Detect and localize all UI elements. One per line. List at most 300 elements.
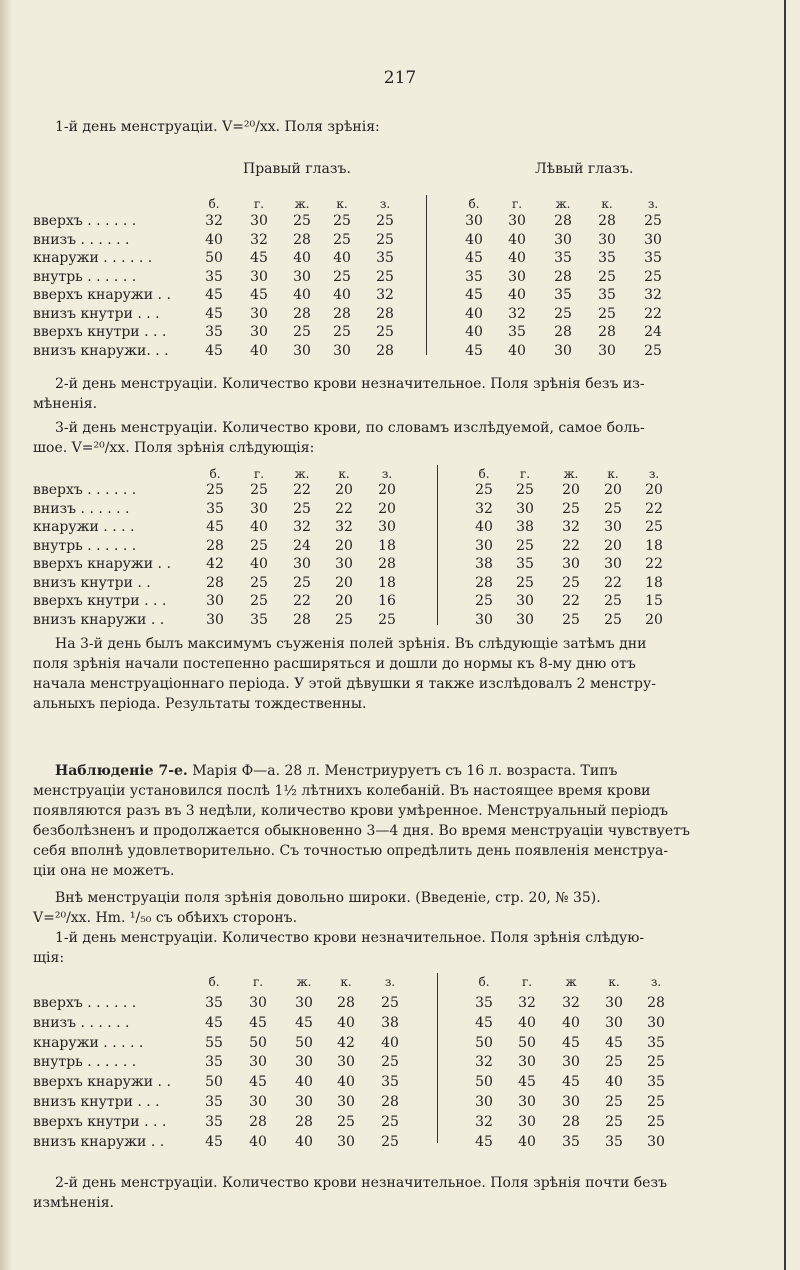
right-eye-value: 30	[293, 342, 311, 359]
conclusion-line4: альныхъ періода. Результаты тождественны.	[33, 696, 367, 712]
left-eye-value: 22	[562, 593, 580, 609]
left-eye-value: 30	[518, 1094, 536, 1110]
left-eye-value: 30	[518, 1113, 536, 1130]
right-eye-value: 45	[250, 250, 268, 266]
right-eye-value: 45	[205, 1133, 223, 1150]
right-eye-value: 30	[250, 324, 268, 340]
left-eye-value: 22	[604, 574, 622, 591]
row-label: вверхъ кнаружи . .	[33, 1074, 171, 1091]
row-label: вверхъ кнаружи . .	[33, 287, 171, 303]
right-eye-value: 25	[250, 593, 268, 609]
left-eye-value: 45	[475, 1014, 493, 1031]
right-eye-value: 35	[205, 268, 223, 285]
left-eye-value: 25	[604, 593, 622, 609]
right-eye-value: 40	[337, 1074, 355, 1091]
left-eye-value: 30	[562, 1054, 580, 1071]
right-eye-value: 25	[335, 611, 353, 628]
right-eye-value: 30	[295, 1094, 313, 1110]
left-eye-value: 35	[554, 250, 572, 266]
right-eye-value: 35	[381, 1074, 399, 1091]
outside-menses-line1: Внѣ менструаціи поля зрѣнія довольно широки. (Введеніе, стр. 20, № 35).	[55, 890, 601, 906]
right-eye-value: 40	[249, 1133, 267, 1150]
left-eye-value: 25	[598, 305, 616, 322]
right-eye-value: 30	[337, 1054, 355, 1071]
left-eye-value: 45	[475, 1133, 493, 1150]
row-label: внизъ кнутри . .	[33, 574, 151, 591]
left-eye-value: 30	[516, 611, 534, 628]
right-eye-column-header: г.	[252, 975, 264, 989]
left-eye-value: 25	[647, 1094, 665, 1110]
row-label: вверхъ . . . . . .	[33, 482, 137, 498]
left-eye-value: 30	[475, 611, 493, 628]
right-eye-value: 35	[205, 324, 223, 340]
outside-menses-line2: V=²⁰/xx. Hm. ¹/₅₀ съ обѣихъ сторонъ.	[33, 910, 298, 926]
row-label: кнаружи . . . . .	[33, 1034, 144, 1051]
left-eye-value: 32	[644, 287, 662, 303]
left-eye-value: 30	[562, 556, 580, 572]
right-eye-value: 55	[205, 1034, 223, 1051]
right-eye-value: 25	[376, 213, 394, 229]
left-eye-value: 45	[518, 1074, 536, 1091]
day2-obs-line2: измѣненія.	[33, 1195, 115, 1211]
right-eye-value: 28	[293, 611, 311, 628]
right-eye-value: 30	[206, 593, 224, 609]
left-eye-column-header: г.	[519, 467, 531, 481]
right-eye-value: 45	[249, 1014, 267, 1031]
right-eye-value: 28	[381, 1094, 399, 1110]
right-eye-value: 40	[250, 519, 268, 535]
right-eye-value: 35	[205, 1113, 223, 1130]
left-eye-value: 20	[645, 611, 663, 628]
right-eye-column-header: з.	[384, 975, 396, 989]
observation-line2: появляются разъ въ 3 недѣли, количество крови умѣренное. Менструальный періодъ	[33, 803, 669, 819]
row-label: вверхъ . . . . . .	[33, 213, 137, 229]
right-eye-value: 22	[293, 482, 311, 498]
right-eye-value: 20	[335, 574, 353, 591]
left-eye-value: 30	[516, 593, 534, 609]
row-label: внизъ кнутри . . .	[33, 305, 160, 322]
left-eye-value: 40	[465, 231, 483, 248]
left-eye-column-header: к.	[607, 467, 619, 481]
day2-paragraph-line1: 2-й день менструаціи. Количество крови незначительное. Поля зрѣнія безъ из-	[55, 376, 645, 392]
left-eye-column-header: б.	[478, 467, 490, 481]
right-eye-value: 45	[205, 1014, 223, 1031]
right-eye-value: 45	[295, 1014, 313, 1031]
observation-line5: ціи она не можетъ.	[33, 863, 175, 879]
left-eye-value: 28	[554, 213, 572, 229]
left-eye-value: 22	[644, 305, 662, 322]
left-eye-value: 35	[647, 1074, 665, 1091]
right-eye-value: 40	[293, 287, 311, 303]
right-eye-value: 25	[378, 611, 396, 628]
left-eye-value: 25	[644, 342, 662, 359]
right-eye-value: 25	[376, 231, 394, 248]
right-eye-value: 28	[293, 231, 311, 248]
right-eye-column-header: б.	[209, 467, 221, 481]
observation-line4: себя вполнѣ удовлетворительно. Съ точностью опредѣлить день появленія менструа-	[33, 843, 669, 859]
right-eye-value: 30	[378, 519, 396, 535]
observation-line3: безболѣзненъ и продолжается обыкновенно 3—4 дня. Во время менструаціи чувствуетъ	[33, 823, 690, 839]
row-label: внизъ . . . . . .	[33, 1014, 130, 1031]
left-eye-value: 40	[508, 287, 526, 303]
left-eye-value: 28	[598, 324, 616, 340]
left-eye-value: 50	[475, 1034, 493, 1051]
left-eye-value: 25	[562, 500, 580, 517]
right-eye-value: 25	[381, 1054, 399, 1071]
left-eye-value: 40	[508, 342, 526, 359]
left-eye-value: 35	[554, 287, 572, 303]
right-eye-value: 30	[295, 1054, 313, 1071]
right-eye-value: 40	[333, 250, 351, 266]
right-eye-value: 25	[381, 1133, 399, 1150]
right-eye-value: 35	[206, 500, 224, 517]
right-eye-value: 28	[378, 556, 396, 572]
left-eye-value: 28	[598, 213, 616, 229]
left-eye-value: 35	[516, 556, 534, 572]
left-eye-value: 40	[508, 250, 526, 266]
right-eye-value: 25	[206, 482, 224, 498]
right-eye-value: 28	[337, 995, 355, 1011]
row-label: внизъ кнаружи . .	[33, 611, 165, 628]
right-eye-value: 25	[333, 231, 351, 248]
left-eye-value: 25	[605, 1054, 623, 1071]
left-eye-value: 30	[605, 1014, 623, 1031]
right-eye-value: 45	[249, 1074, 267, 1091]
row-label: вверхъ кнаружи . .	[33, 556, 171, 572]
left-eye-value: 20	[645, 482, 663, 498]
right-eye-value: 32	[335, 519, 353, 535]
right-eye-value: 30	[249, 1054, 267, 1071]
left-eye-value: 30	[647, 1133, 665, 1150]
left-eye-value: 20	[604, 537, 622, 554]
right-eye-value: 40	[205, 231, 223, 248]
left-eye-value: 30	[644, 231, 662, 248]
right-eye-column-header: г.	[253, 197, 265, 211]
left-eye-value: 35	[598, 287, 616, 303]
left-eye-value: 30	[604, 556, 622, 572]
left-eye-value: 22	[645, 500, 663, 517]
right-eye-value: 28	[206, 574, 224, 591]
left-eye-value: 30	[518, 1054, 536, 1071]
right-eye-value: 45	[250, 287, 268, 303]
right-eye-value: 25	[250, 574, 268, 591]
left-eye-value: 32	[562, 995, 580, 1011]
right-eye-value: 40	[293, 250, 311, 266]
right-eye-value: 24	[293, 537, 311, 554]
right-eye-value: 16	[378, 593, 396, 609]
right-eye-value: 20	[378, 500, 396, 517]
left-eye-value: 45	[562, 1034, 580, 1051]
observation-7-intro: Марія Ф—а. 28 л. Менстриуруетъ съ 16 л. возраста. Типъ	[187, 763, 618, 779]
left-eye-value: 45	[562, 1074, 580, 1091]
right-eye-column-header: ж.	[296, 975, 312, 989]
left-eye-column-header: ж.	[555, 197, 571, 211]
left-eye-value: 32	[508, 305, 526, 322]
right-eye-value: 30	[249, 1094, 267, 1110]
left-eye-value: 32	[518, 995, 536, 1011]
left-eye-value: 32	[562, 519, 580, 535]
row-label: внизъ . . . . . .	[33, 231, 130, 248]
left-eye-value: 30	[598, 231, 616, 248]
left-eye-value: 30	[465, 213, 483, 229]
right-eye-column-header: к.	[340, 975, 352, 989]
left-eye-value: 35	[598, 250, 616, 266]
row-label: вверхъ кнутри . . .	[33, 324, 167, 340]
day3-paragraph-line1: 3-й день менструаціи. Количество крови, по словамъ изслѣдуемой, самое боль-	[55, 420, 645, 436]
left-eye-value: 35	[605, 1133, 623, 1150]
left-eye-value: 35	[644, 250, 662, 266]
right-eye-value: 30	[337, 1133, 355, 1150]
left-eye-value: 40	[518, 1133, 536, 1150]
left-eye-value: 30	[554, 342, 572, 359]
left-eye-value: 28	[475, 574, 493, 591]
right-eye-value: 40	[381, 1034, 399, 1051]
right-eye-value: 28	[376, 342, 394, 359]
right-eye-value: 25	[337, 1113, 355, 1130]
day2-obs-line1: 2-й день менструаціи. Количество крови незначительное. Поля зрѣнія почти безъ	[55, 1175, 668, 1191]
right-eye-value: 25	[381, 1113, 399, 1130]
left-eye-value: 40	[518, 1014, 536, 1031]
right-eye-value: 25	[381, 995, 399, 1011]
right-eye-value: 30	[250, 213, 268, 229]
conclusion-line1: На 3-й день былъ максимумъ съуженія полей зрѣнія. Въ слѣдующіе затѣмъ дни	[55, 636, 647, 652]
section-1-title: 1-й день менструаціи. V=²⁰/xx. Поля зрѣнія:	[55, 119, 380, 135]
left-eye-value: 35	[508, 324, 526, 340]
left-eye-value: 30	[604, 519, 622, 535]
right-eye-value: 35	[205, 1054, 223, 1071]
right-eye-value: 28	[376, 305, 394, 322]
left-eye-value: 28	[554, 324, 572, 340]
right-eye-value: 25	[293, 213, 311, 229]
right-eye-value: 22	[293, 593, 311, 609]
right-eye-value: 30	[249, 995, 267, 1011]
right-eye-value: 20	[335, 482, 353, 498]
right-eye-value: 40	[295, 1074, 313, 1091]
right-eye-value: 30	[250, 305, 268, 322]
left-eye-value: 25	[554, 305, 572, 322]
right-eye-column-header: г.	[253, 467, 265, 481]
right-eye-value: 18	[378, 574, 396, 591]
page-number: 217	[383, 68, 417, 88]
right-eye-value: 28	[293, 305, 311, 322]
left-eye-value: 45	[465, 342, 483, 359]
right-eye-value: 50	[295, 1034, 313, 1051]
left-eye-column-header: ж.	[563, 467, 579, 481]
left-eye-value: 40	[562, 1014, 580, 1031]
row-label: вверхъ кнутри . . .	[33, 1113, 167, 1130]
left-eye-value: 30	[554, 231, 572, 248]
row-label: кнаружи . . . . . .	[33, 250, 153, 266]
left-eye-value: 40	[508, 231, 526, 248]
right-eye-value: 40	[333, 287, 351, 303]
left-eye-value: 25	[562, 611, 580, 628]
left-eye-value: 25	[605, 1094, 623, 1110]
row-label: кнаружи . . . .	[33, 519, 135, 535]
right-eye-value: 25	[293, 574, 311, 591]
left-eye-value: 24	[644, 324, 662, 340]
left-eye-value: 25	[475, 482, 493, 498]
right-eye-heading: Правый глазъ.	[243, 161, 351, 177]
left-eye-value: 32	[475, 500, 493, 517]
right-eye-value: 25	[250, 482, 268, 498]
right-eye-value: 40	[337, 1014, 355, 1031]
left-eye-value: 50	[475, 1074, 493, 1091]
left-eye-value: 40	[465, 305, 483, 322]
eye-column-divider	[437, 465, 438, 625]
right-eye-value: 25	[293, 500, 311, 517]
observation-7-title: Наблюденіе 7-е.	[55, 763, 188, 779]
left-eye-value: 22	[562, 537, 580, 554]
page-gutter-shadow	[0, 0, 12, 1270]
right-eye-value: 32	[376, 287, 394, 303]
left-eye-column-header: ж	[565, 975, 577, 989]
left-eye-value: 25	[647, 1054, 665, 1071]
right-eye-value: 32	[293, 519, 311, 535]
left-eye-value: 30	[516, 500, 534, 517]
right-eye-value: 45	[205, 305, 223, 322]
left-eye-value: 25	[598, 268, 616, 285]
left-eye-value: 25	[647, 1113, 665, 1130]
left-eye-value: 45	[465, 287, 483, 303]
left-eye-value: 28	[647, 995, 665, 1011]
left-eye-value: 20	[604, 482, 622, 498]
right-eye-value: 38	[381, 1014, 399, 1031]
right-eye-value: 25	[376, 324, 394, 340]
left-eye-value: 30	[647, 1014, 665, 1031]
left-eye-value: 25	[516, 574, 534, 591]
right-eye-value: 50	[205, 1074, 223, 1091]
right-eye-value: 25	[250, 537, 268, 554]
right-eye-value: 35	[376, 250, 394, 266]
left-eye-column-header: з.	[648, 467, 660, 481]
right-eye-value: 28	[295, 1113, 313, 1130]
left-eye-value: 30	[508, 213, 526, 229]
row-label: внизъ кнутри . . .	[33, 1094, 160, 1110]
right-eye-value: 25	[333, 324, 351, 340]
left-eye-column-header: к.	[601, 197, 613, 211]
left-eye-value: 35	[562, 1133, 580, 1150]
right-eye-value: 20	[378, 482, 396, 498]
right-eye-value: 35	[205, 995, 223, 1011]
right-eye-value: 30	[293, 556, 311, 572]
observation-line1: менструаціи установился послѣ 1½ лѣтнихъ колебаній. Въ настоящее время крови	[33, 783, 651, 799]
left-eye-value: 18	[645, 537, 663, 554]
right-eye-column-header: ж.	[294, 197, 310, 211]
right-eye-value: 30	[206, 611, 224, 628]
right-eye-column-header: ж.	[294, 467, 310, 481]
left-eye-value: 25	[516, 537, 534, 554]
left-eye-value: 28	[562, 1113, 580, 1130]
right-eye-value: 25	[293, 324, 311, 340]
right-eye-value: 30	[295, 995, 313, 1011]
right-eye-value: 20	[335, 537, 353, 554]
left-eye-value: 22	[645, 556, 663, 572]
right-eye-value: 28	[249, 1113, 267, 1130]
left-eye-value: 15	[645, 593, 663, 609]
left-eye-column-header: б.	[468, 197, 480, 211]
right-eye-column-header: з.	[379, 197, 391, 211]
left-eye-value: 25	[604, 500, 622, 517]
day1-obs-line2: щія:	[33, 950, 65, 966]
right-eye-value: 25	[376, 268, 394, 285]
left-eye-value: 30	[508, 268, 526, 285]
left-eye-value: 40	[475, 519, 493, 535]
left-eye-column-header: к.	[608, 975, 620, 989]
right-eye-value: 40	[250, 342, 268, 359]
right-eye-value: 25	[333, 268, 351, 285]
day1-obs-line1: 1-й день менструаціи. Количество крови незначительное. Поля зрѣнія слѣдую-	[55, 930, 645, 946]
row-label: вверхъ кнутри . . .	[33, 593, 167, 609]
left-eye-heading: Лѣвый глазъ.	[535, 161, 634, 177]
left-eye-value: 32	[475, 1054, 493, 1071]
day3-paragraph-line2: шое. V=²⁰/xx. Поля зрѣнія слѣдующія:	[33, 440, 315, 456]
left-eye-value: 25	[562, 574, 580, 591]
right-eye-value: 50	[249, 1034, 267, 1051]
right-eye-column-header: з.	[381, 467, 393, 481]
right-eye-value: 45	[206, 519, 224, 535]
right-eye-value: 28	[206, 537, 224, 554]
row-label: внутрь . . . . . .	[33, 1054, 137, 1071]
right-eye-value: 22	[335, 500, 353, 517]
left-eye-value: 35	[647, 1034, 665, 1051]
left-eye-value: 38	[516, 519, 534, 535]
right-eye-value: 30	[337, 1094, 355, 1110]
day2-paragraph-line2: мѣненія.	[33, 396, 98, 412]
left-eye-value: 25	[644, 213, 662, 229]
right-eye-value: 30	[250, 268, 268, 285]
right-eye-value: 30	[333, 342, 351, 359]
right-eye-value: 30	[293, 268, 311, 285]
left-eye-value: 45	[605, 1034, 623, 1051]
left-eye-column-header: б.	[478, 975, 490, 989]
right-eye-value: 40	[250, 556, 268, 572]
left-eye-value: 45	[465, 250, 483, 266]
left-eye-value: 25	[605, 1113, 623, 1130]
left-eye-value: 50	[518, 1034, 536, 1051]
page-edge-line	[784, 0, 786, 1270]
left-eye-value: 25	[516, 482, 534, 498]
left-eye-value: 28	[554, 268, 572, 285]
eye-column-divider	[437, 973, 438, 1143]
left-eye-value: 18	[645, 574, 663, 591]
right-eye-value: 20	[335, 593, 353, 609]
row-label: внутрь . . . . . .	[33, 268, 137, 285]
right-eye-value: 42	[337, 1034, 355, 1051]
right-eye-value: 25	[333, 213, 351, 229]
left-eye-value: 40	[605, 1074, 623, 1091]
left-eye-value: 25	[644, 268, 662, 285]
right-eye-column-header: б.	[208, 975, 220, 989]
right-eye-column-header: к.	[336, 197, 348, 211]
left-eye-value: 30	[598, 342, 616, 359]
left-eye-value: 30	[605, 995, 623, 1011]
row-label: внутрь . . . . . .	[33, 537, 137, 554]
left-eye-column-header: г.	[521, 975, 533, 989]
left-eye-value: 25	[475, 593, 493, 609]
right-eye-value: 45	[205, 342, 223, 359]
left-eye-column-header: г.	[511, 197, 523, 211]
right-eye-value: 45	[205, 287, 223, 303]
left-eye-value: 32	[475, 1113, 493, 1130]
left-eye-value: 30	[562, 1094, 580, 1110]
right-eye-value: 30	[335, 556, 353, 572]
left-eye-value: 25	[645, 519, 663, 535]
row-label: внизъ кнаружи . .	[33, 1133, 165, 1150]
right-eye-value: 40	[295, 1133, 313, 1150]
conclusion-line2: поля зрѣнія начали постепенно расширяться и дошли до нормы къ 8-му дню отъ	[33, 656, 636, 672]
right-eye-value: 35	[250, 611, 268, 628]
right-eye-value: 28	[333, 305, 351, 322]
